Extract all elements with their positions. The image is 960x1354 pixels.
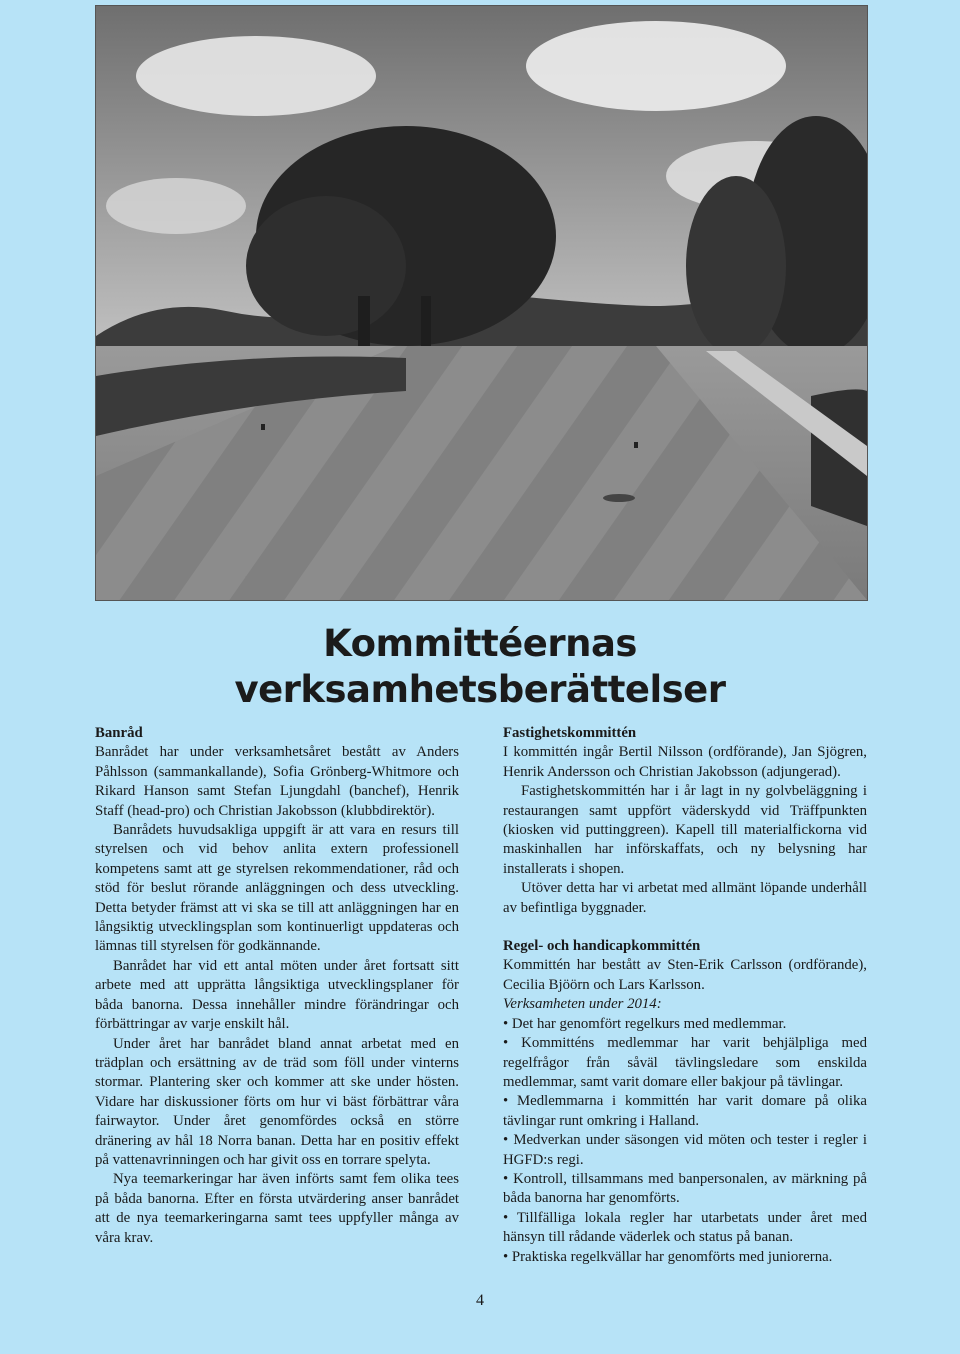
golf-course-image — [96, 6, 867, 600]
paragraph: Nya teemarkeringar har även införts samt fem olika tees på båda banorna. Efter en första utvärdering anser banrådet att de nya teemarkeringarna samt tees uppfyller många av våra krav. — [95, 1171, 459, 1246]
page-title-line2: verksamhetsberättelser — [234, 668, 726, 711]
paragraph: Banrådet har under verksamhetsåret bestått av Anders Påhlsson (sammankallande), Sofia Grönberg-Whitmore och Rikard Hanson samt Stefan Ljungdahl (banchef), Henrik Staff (head-pro) och Christian Jakobsson (klubbdirektör). — [95, 744, 459, 819]
page-title-line1: Kommittéernas — [323, 622, 637, 665]
paragraph: Kommittén har bestått av Sten-Erik Carlsson (ordförande), Cecilia Bjöörn och Lars Karlsson. — [503, 957, 867, 993]
subheading-verksamheten: Verksamheten under 2014: — [503, 996, 662, 1013]
section-heading-regel: Regel- och handicapkommittén — [503, 938, 701, 955]
paragraph: Utöver detta har vi arbetat med allmänt löpande underhåll av befintliga byggnader. — [503, 880, 867, 916]
golf-course-photo — [95, 5, 868, 601]
right-column — [503, 724, 867, 1267]
bullet-item: • Tillfälliga lokala regler har utarbetats under året med hänsyn till rådande väderlek och status på banan. — [503, 1209, 867, 1246]
bullet-item: • Kontroll, tillsammans med banpersonalen, av märkning på båda banorna har genomförts. — [503, 1170, 867, 1207]
paragraph: I kommittén ingår Bertil Nilsson (ordförande), Jan Sjögren, Henrik Andersson och Christian Jakobsson (adjungerad). — [503, 744, 867, 780]
section-heading-fastighet: Fastighetskommittén — [503, 725, 637, 741]
left-column — [95, 724, 459, 1248]
bullet-item: • Det har genomfört regelkurs med medlemmar. — [503, 1015, 787, 1032]
paragraph: Banrådet har vid ett antal möten under året fortsatt sitt arbete med att upprätta långsiktiga utvecklingsplaner för båda banorna. Dessa innehåller mindre förändringar och förbättringar av varje enskilt hål. — [95, 957, 459, 1033]
section-heading-banrad: Banråd — [95, 725, 143, 741]
bullet-item: • Medlemmarna i kommittén har varit domare på olika tävlingar runt omkring i Halland. — [503, 1093, 867, 1129]
paragraph: Under året har banrådet bland annat arbetat med en trädplan och ersättning av de träd som föll under vinterns stormar. Plantering sker och kommer att ske under hösten. Vidare har diskussioner förts om hur vi bäst förbättrar våra fairwaytor. Under året genomfördes också en större dränering av hål 18 Norra banan. Detta har en positiv effekt på vattenavrinningen och har givit oss en torrare spelyta. — [95, 1035, 459, 1168]
bullet-item: • Medverkan under säsongen vid möten och tester i regler i HGFD:s regi. — [503, 1132, 867, 1168]
bullet-item: • Praktiska regelkvällar har genomförts med juniorerna. — [503, 1248, 833, 1265]
bullet-item: • Kommitténs medlemmar har varit behjälpliga med regelfrågor från såväl tävlingsledare som enskilda medlemmar, samt varit domare eller bakjour på tävlingar. — [503, 1035, 867, 1090]
paragraph: Banrådets huvudsakliga uppgift är att vara en resurs till styrelsen och vid behov anlita extern professionell kompetens samt att ge styrelsen rekommendationer, råd och stöd för beslut rörande anläggningen och dess utveckling. Detta betyder främst att vi ska se till att anläggningen har en långsiktig utvecklingsplan som kontinuerligt uppdateras och lämnas till styrelsen för godkännande. — [95, 822, 459, 955]
paragraph: Fastighetskommittén har i år lagt in ny golvbeläggning i restaurangen samt uppfört väderskydd vid Träffpunkten (kiosken vid puttinggreen). Kapell till materialfickorna vid maskinhallen har införskaffats, och ny belysning har installerats i shopen. — [503, 783, 867, 877]
page-number: 4 — [476, 1292, 484, 1309]
